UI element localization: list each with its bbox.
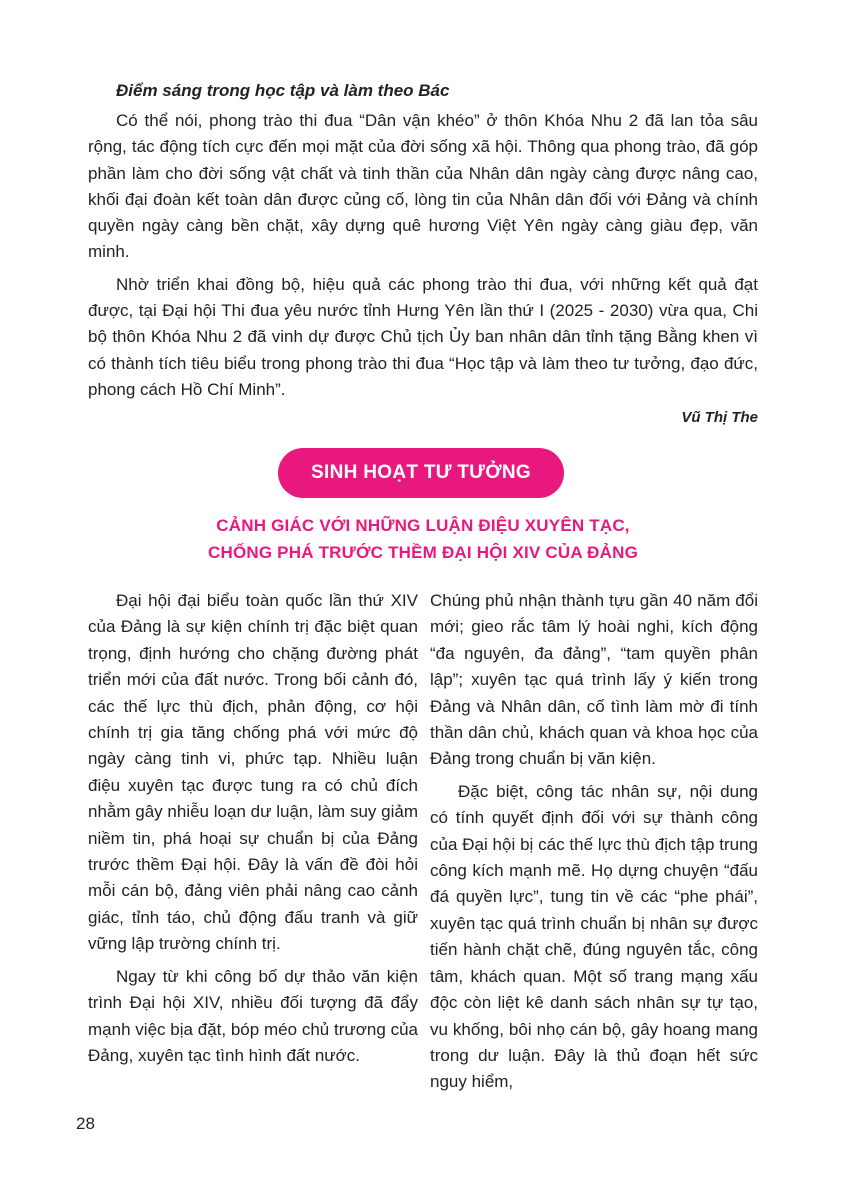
author-signature: Vũ Thị The — [681, 409, 758, 427]
section-banner-label: SINH HOẠT TƯ TƯỞNG — [311, 462, 531, 483]
left-column — [88, 588, 418, 1075]
paragraph: Có thể nói, phong trào thi đua “Dân vận khéo” ở thôn Khóa Nhu 2 đã lan tỏa sâu rộng, tác động tích cực đến mọi mặt của đời sống xã hội. Thông qua phong trào, đã góp phần làm cho đời sống vật chất và tinh thần của Nhân dân ngày càng được nâng cao, khối đại đoàn kết toàn dân được củng cố, lòng tin của Nhân dân đối với Đảng và chính quyền ngày càng bền chặt, xây dựng quê hương Việt Yên ngày càng giàu đẹp, văn minh. — [88, 111, 758, 262]
paragraph: Chúng phủ nhận thành tựu gần 40 năm đổi mới; gieo rắc tâm lý hoài nghi, kích động “đa nguyên, đa đảng”, “tam quyền phân lập”; xuyên tạc quá trình lấy ý kiến trong Đảng và Nhân dân, cố tình làm mờ đi tính thần dân chủ, khách quan và khoa học của Đảng trong chuẩn bị văn kiện. — [430, 591, 758, 769]
top-section — [88, 78, 758, 426]
right-column — [430, 588, 758, 1102]
page-number: 28 — [76, 1114, 95, 1133]
paragraph: Đặc biệt, công tác nhân sự, nội dung có tính quyết định đối với sự thành công của Đại hội bị các thế lực thù địch tập trung công kích mạnh mẽ. Họ dựng chuyện “đấu đá quyền lực”, tung tin về các “phe phái”, xuyên tạc quá trình chuẩn bị nhân sự được tiến hành chặt chẽ, đúng nguyên tắc, công tâm, khách quan. Một số trang mạng xấu độc còn liệt kê danh sách nhân sự tự tạo, vu khống, bôi nhọ cán bộ, gây hoang mang trong dư luận. Đây là thủ đoạn hết sức nguy hiểm, — [430, 781, 758, 1092]
paragraph: Đại hội đại biểu toàn quốc lần thứ XIV của Đảng là sự kiện chính trị đặc biệt quan trọng, định hướng cho chặng đường phát triển mới của đất nước. Trong bối cảnh đó, các thế lực thù địch, phản động, cơ hội chính trị gia tăng chống phá với mức độ ngày càng tinh vi, phức tạp. Nhiều luận điệu xuyên tạc được tung ra có chủ đích nhằm gây nhiễu loạn dư luận, làm suy giảm niềm tin, phá hoại sự chuẩn bị của Đảng trước thềm Đại hội. Đây là vấn đề đòi hỏi mỗi cán bộ, đảng viên phải nâng cao cảnh giác, tỉnh táo, chủ động đấu tranh và giữ vững lập trường chính trị. — [88, 591, 418, 954]
article-title-line: CẢNH GIÁC VỚI NHỮNG LUẬN ĐIỆU XUYÊN TẠC, — [216, 516, 630, 535]
article-title-line: CHỐNG PHÁ TRƯỚC THỀM ĐẠI HỘI XIV CỦA ĐẢNG — [207, 543, 638, 562]
section-banner — [278, 448, 564, 498]
paragraph: Nhờ triển khai đồng bộ, hiệu quả các phong trào thi đua, với những kết quả đạt được, tại Đại hội Thi đua yêu nước tỉnh Hưng Yên lần thứ I (2025 - 2030) vừa qua, Chi bộ thôn Khóa Nhu 2 đã vinh dự được Chủ tịch Ủy ban nhân dân tỉnh tặng Bằng khen vì có thành tích tiêu biểu trong phong trào thi đua “Học tập và làm theo tư tưởng, đạo đức, phong cách Hồ Chí Minh”. — [88, 274, 758, 399]
article-title — [88, 512, 758, 566]
section-heading: Điểm sáng trong học tập và làm theo Bác — [116, 81, 450, 100]
paragraph: Ngay từ khi công bố dự thảo văn kiện trình Đại hội XIV, nhiều đối tượng đã đẩy mạnh việc bịa đặt, bóp méo chủ trương của Đảng, xuyên tạc tình hình đất nước. — [88, 966, 418, 1065]
